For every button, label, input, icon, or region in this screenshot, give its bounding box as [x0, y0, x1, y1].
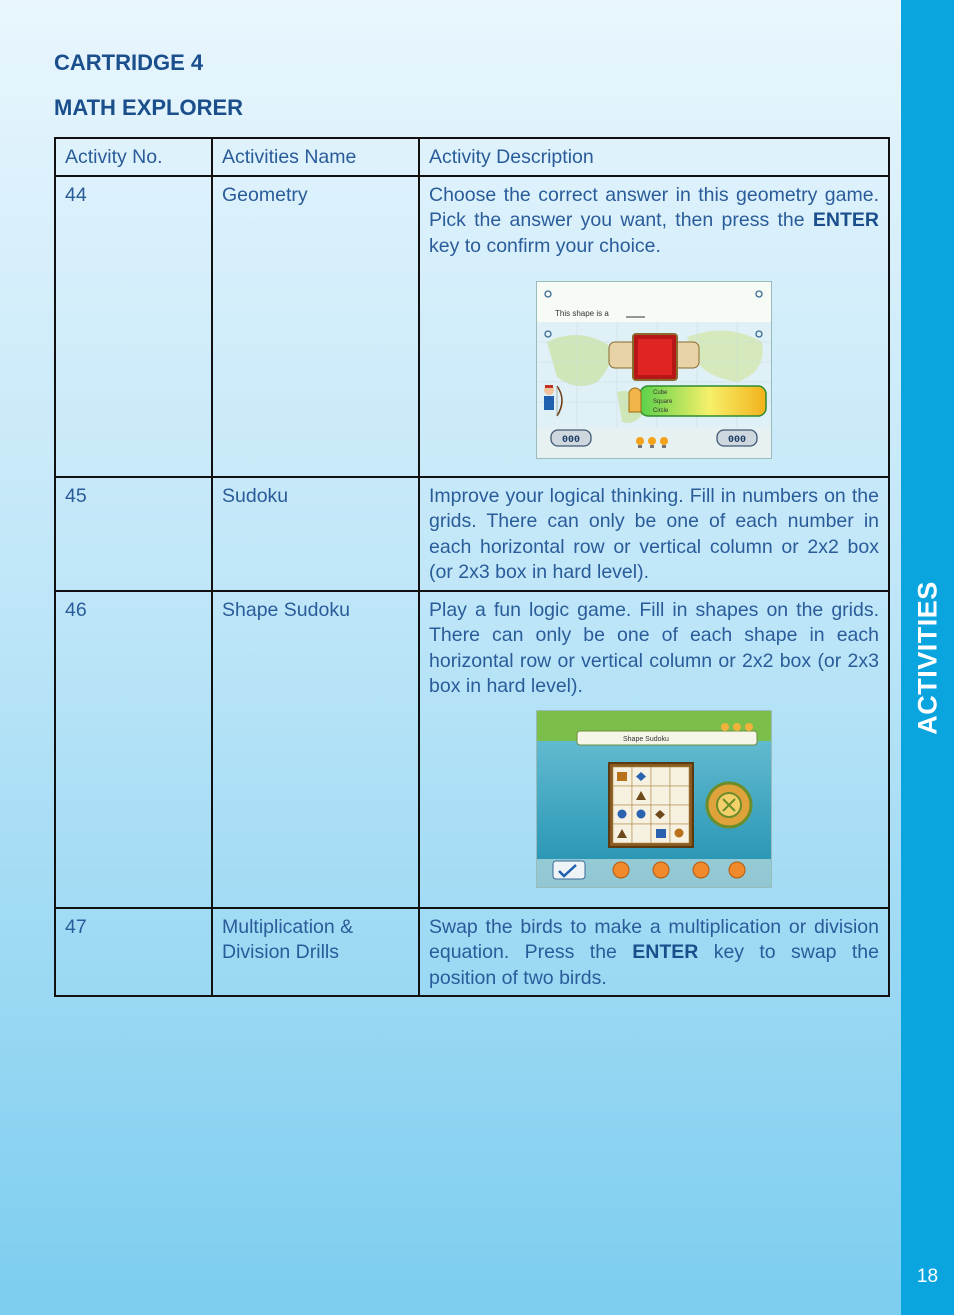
enter-key-label: ENTER — [812, 209, 879, 231]
table-row — [55, 176, 889, 477]
geometry-game-screenshot — [536, 281, 772, 459]
activity-description: Play a fun logic game. Fill in shapes on the grids. There can only be one of each shape in each horizontal row or vertical column or 2x2 box (or 2x3 box in hard level). Shape Sudoku — [419, 591, 889, 908]
option-cube: Cube — [653, 390, 668, 396]
activity-name: Sudoku — [212, 477, 419, 591]
option-square: Square — [653, 399, 673, 405]
cartridge-heading: CARTRIDGE 4 — [54, 50, 204, 75]
activities-table — [54, 137, 890, 997]
score-left: 000 — [561, 435, 581, 446]
activity-no: 47 — [55, 908, 212, 997]
activity-no: 45 — [55, 477, 212, 591]
activity-no: 44 — [55, 176, 212, 477]
geometry-question: This shape is a — [555, 309, 609, 318]
table-row — [55, 908, 889, 997]
activity-no: 46 — [55, 591, 212, 908]
page-title: MATH EXPLORER — [54, 95, 244, 120]
activity-description: Choose the correct answer in this geometry game. Pick the answer you want, then press the ENTER key to confirm your choice. This shape is a Cube Square Circle 000 000 — [419, 176, 889, 477]
option-circle: Circle — [653, 408, 669, 414]
sudoku-title: Shape Sudoku — [623, 735, 669, 743]
table-row — [55, 591, 889, 908]
activity-name: Multiplication & Division Drills — [212, 908, 419, 997]
score-right: 000 — [727, 435, 747, 446]
table-row — [55, 477, 889, 591]
activity-name: Geometry — [212, 176, 419, 477]
section-label: ACTIVITIES — [912, 581, 943, 735]
header-activity-name: Activities Name — [212, 138, 419, 176]
shape-sudoku-screenshot — [536, 710, 772, 888]
header-activity-no: Activity No. — [55, 138, 212, 176]
activity-description: Swap the birds to make a multiplication or division equation. Press the ENTER key to swap the position of two birds. — [419, 908, 889, 997]
activity-description: Improve your logical thinking. Fill in numbers on the grids. There can only be one of each number in each horizontal row or vertical column or 2x2 box (or 2x3 box in hard level). — [419, 477, 889, 591]
lightbulb-icon — [636, 437, 668, 448]
table-header-row — [55, 138, 889, 176]
header-activity-description: Activity Description — [419, 138, 889, 176]
enter-key-label: ENTER — [632, 941, 699, 963]
activity-name: Shape Sudoku — [212, 591, 419, 908]
page-number: 18 — [916, 1266, 939, 1287]
